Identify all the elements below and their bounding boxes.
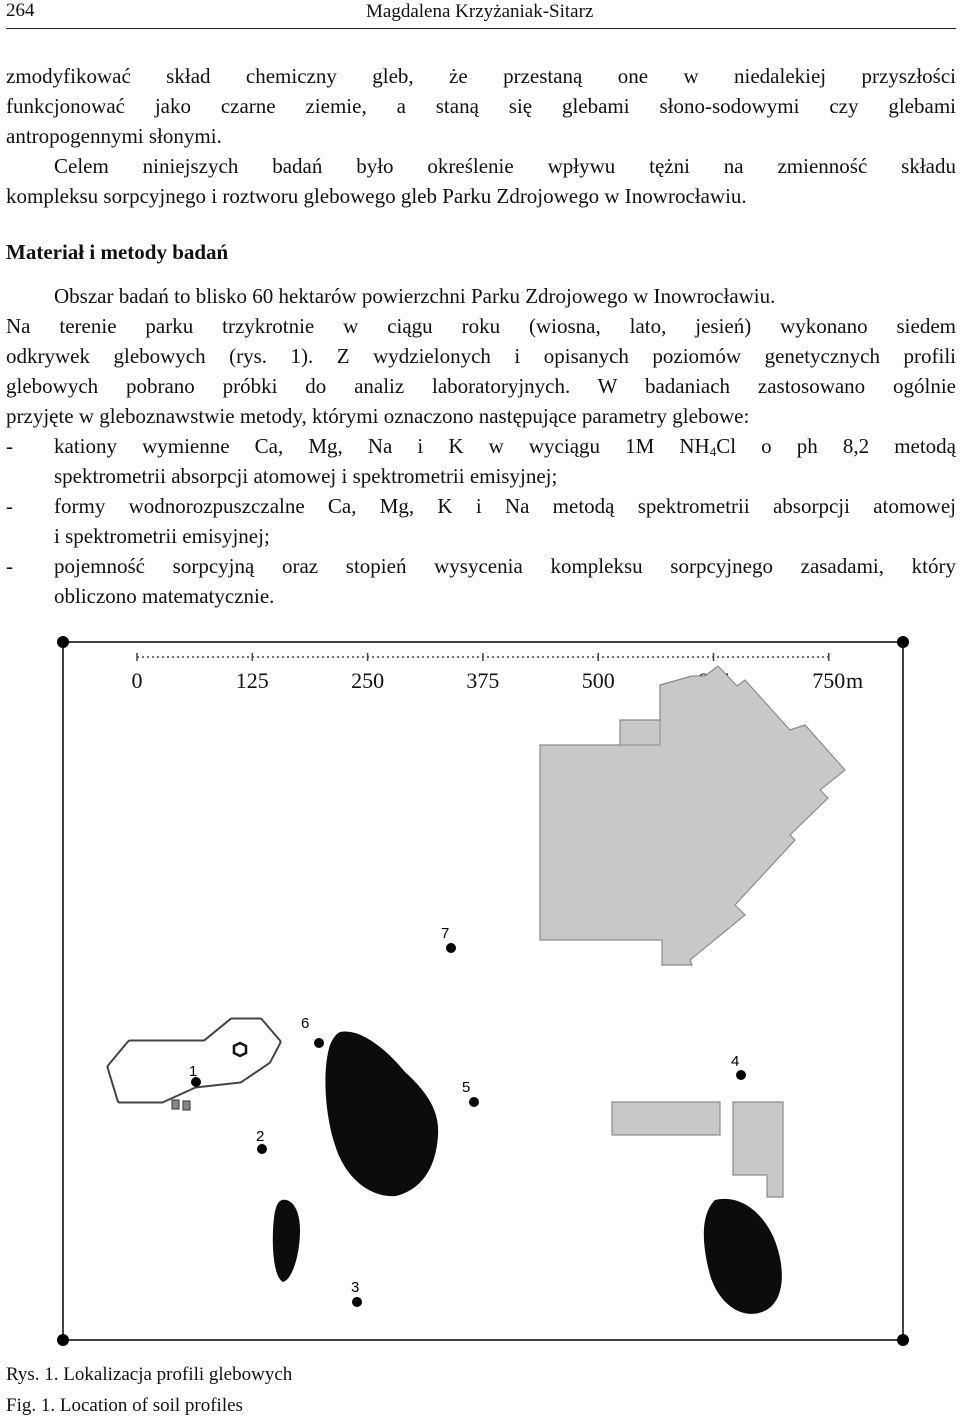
- scale-tick-label: 375: [466, 668, 500, 693]
- corner-marker: [897, 636, 909, 648]
- profile-label: 2: [256, 1128, 265, 1145]
- building-complex: [540, 666, 845, 965]
- text-line: pojemność sorpcyjną oraz stopień wysycenia kompleksu sorpcyjnego zasadami, który: [54, 554, 956, 578]
- section-heading: Materiał i metody badań: [6, 240, 229, 264]
- hexagon-structure: [234, 1043, 246, 1056]
- text-line: funkcjonować jako czarne ziemie, a staną się glebami słono-sodowymi czy glebami: [6, 94, 956, 118]
- page-number: 264: [6, 0, 35, 21]
- list-item: [6, 491, 956, 551]
- text-line: odkrywek glebowych (rys. 1). Z wydzielonych i opisanych poziomów genetycznych profili: [6, 344, 956, 368]
- list-dash: -: [6, 554, 13, 578]
- gate-pillar: [183, 1101, 190, 1110]
- point-marker: [314, 1038, 324, 1048]
- pond-small: [273, 1200, 300, 1282]
- list-dash: -: [6, 434, 13, 458]
- text-line: i spektrometrii emisyjnej;: [54, 524, 270, 548]
- list-dash: -: [6, 494, 13, 518]
- profile-label: 4: [731, 1053, 740, 1070]
- text-line: Celem niniejszych badań było określenie wpływu tężni na zmienność składu: [54, 154, 956, 178]
- text-line: antropogennymi słonymi.: [6, 124, 222, 148]
- text-line: zmodyfikować skład chemiczny gleb, że przestaną one w niedalekiej przyszłości: [6, 64, 956, 88]
- scale-unit-label: m: [846, 668, 864, 693]
- list-item: [6, 551, 956, 611]
- scale-tick-label: 500: [581, 668, 615, 693]
- point-marker: [257, 1144, 267, 1154]
- text-line: Obszar badań to blisko 60 hektarów powierzchni Parku Zdrojowego w Inowrocławiu.: [54, 284, 776, 308]
- pond-large: [325, 1031, 438, 1196]
- profile-point-3: [351, 1279, 362, 1307]
- profile-label: 3: [351, 1279, 360, 1296]
- scale-tick-label: 125: [235, 668, 269, 693]
- profile-label: 6: [301, 1015, 310, 1032]
- text-line: obliczono matematycznie.: [54, 584, 275, 608]
- corner-marker: [57, 636, 69, 648]
- map-svg: [0, 630, 960, 1350]
- text-line: glebowych pobrano próbki do analiz laboratoryjnych. W badaniach zastosowano ogólnie: [6, 374, 956, 398]
- profile-point-7: [441, 925, 456, 953]
- profile-point-2: [256, 1128, 267, 1154]
- profile-label: 7: [441, 925, 450, 942]
- text-line: Na terenie parku trzykrotnie w ciągu roku (wiosna, lato, jesień) wykonano siedem: [6, 314, 956, 338]
- subscript: 4: [709, 444, 717, 459]
- point-marker: [352, 1297, 362, 1307]
- running-head-author: Magdalena Krzyżaniak-Sitarz: [366, 1, 594, 22]
- scale-tick-label: 750: [812, 668, 846, 693]
- methods-paragraph: [6, 281, 956, 431]
- building-l-shaped: [733, 1102, 783, 1197]
- point-marker: [446, 943, 456, 953]
- corner-marker: [57, 1334, 69, 1346]
- text-line: przyjęte w gleboznawstwie metody, którymi oznaczono następujące parametry glebowe:: [6, 404, 750, 428]
- text-run: kationy wymienne Ca, Mg, Na i K w wyciągu 1M NH: [54, 434, 710, 458]
- soil-profile-map: [0, 630, 960, 1350]
- text-line: kompleksu sorpcyjnego i roztworu glebowego gleb Parku Zdrojowego w Inowrocławiu.: [6, 184, 747, 208]
- figure-caption-pl: Rys. 1. Lokalizacja profili glebowych: [6, 1364, 293, 1385]
- text-line: spektrometrii absorpcji atomowej i spektrometrii emisyjnej;: [54, 464, 558, 488]
- pond-right: [704, 1199, 782, 1314]
- profile-point-6: [301, 1015, 324, 1048]
- profile-label: 5: [462, 1079, 471, 1096]
- scale-tick-label: 250: [351, 668, 385, 693]
- intro-paragraph: [6, 61, 956, 211]
- corner-marker: [897, 1334, 909, 1346]
- text-line: formy wodnorozpuszczalne Ca, Mg, K i Na metodą spektrometrii absorpcji atomowej: [54, 494, 956, 518]
- figure-caption-en: Fig. 1. Location of soil profiles: [6, 1395, 243, 1416]
- building-small: [612, 1102, 720, 1135]
- profile-point-5: [462, 1079, 479, 1107]
- profile-point-4: [731, 1053, 746, 1080]
- text-run: Cl o ph 8,2 metodą: [716, 434, 957, 458]
- list-item: [6, 431, 956, 491]
- point-marker: [469, 1097, 479, 1107]
- text-line: [54, 431, 956, 461]
- scale-tick-label: 0: [131, 668, 143, 693]
- gate-pillar: [172, 1100, 179, 1109]
- point-marker: [736, 1070, 746, 1080]
- page-header: [6, 0, 956, 29]
- profile-label: 1: [189, 1063, 198, 1080]
